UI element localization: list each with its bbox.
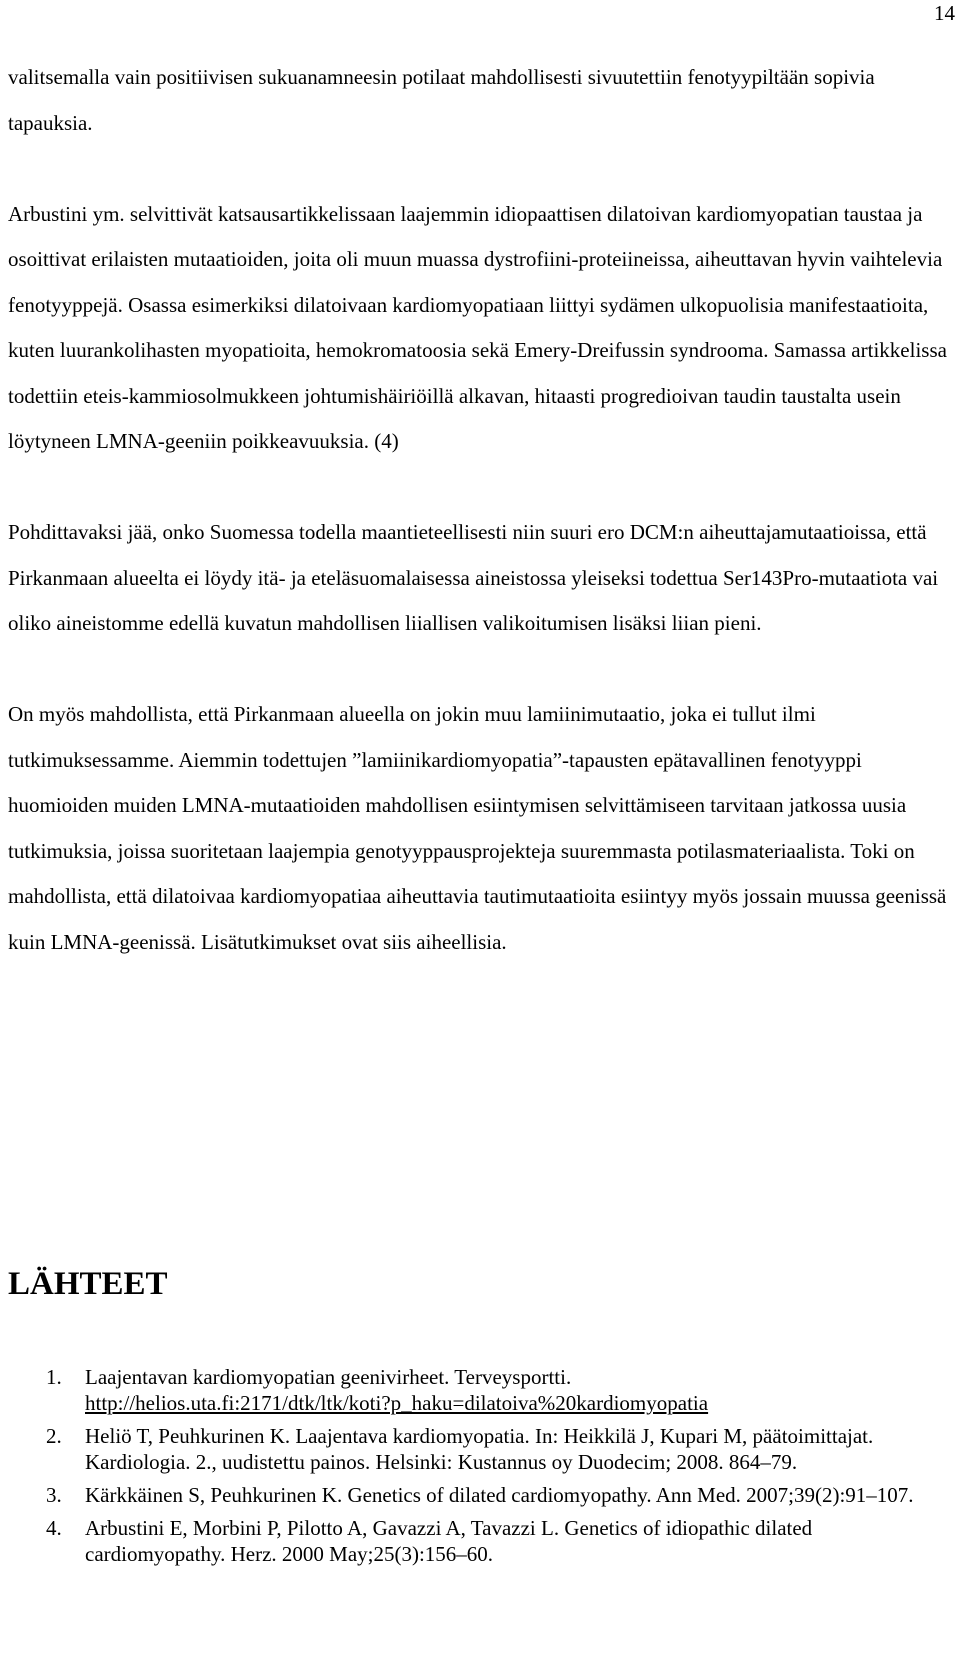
paragraph: valitsemalla vain positiivisen sukuanamneesin potilaat mahdollisesti sivuutettiin fenotyypiltään sopivia tapauksia.: [8, 65, 875, 135]
reference-text: Heliö T, Peuhkurinen K. Laajentava kardiomyopatia. In: Heikkilä J, Kupari M, päätoimittajat. Kardiologia. 2., uudistettu painos. Helsinki: Kustannus oy Duodecim; 2008. 864–79.: [85, 1424, 874, 1474]
reference-number: 2.: [46, 1424, 62, 1448]
references-heading: LÄHTEET: [8, 1266, 168, 1302]
reference-item: [8, 1423, 952, 1475]
reference-item: [8, 1515, 952, 1567]
reference-number: 3.: [46, 1483, 62, 1507]
reference-text: Kärkkäinen S, Peuhkurinen K. Genetics of dilated cardiomyopathy. Ann Med. 2007;39(2):91–107.: [85, 1483, 914, 1507]
body-text: [8, 55, 952, 1011]
reference-text: Laajentavan kardiomyopatian geenivirheet. Terveysportti.: [85, 1365, 572, 1389]
reference-text: Arbustini E, Morbini P, Pilotto A, Gavazzi A, Tavazzi L. Genetics of idiopathic dilated cardiomyopathy. Herz. 2000 May;25(3):156–60.: [85, 1516, 813, 1566]
paragraph: Arbustini ym. selvittivät katsausartikkelissaan laajemmin idiopaattisen dilatoivan kardiomyopatian taustaa ja osoittivat erilaisten mutaatioiden, joita oli muun muassa dystrofiini-proteiineissa, aiheuttavan hyvin vaihtelevia fenotyyppejä. Osassa esimerkiksi dilatoivaan kardiomyopatiaan liittyi sydämen ulkopuolisia manifestaatioita, kuten luurankolihasten myopatioita, hemokromatoosia sekä Emery-Dreifussin syndrooma. Samassa artikkelissa todettiin eteis-kammiosolmukkeen johtumishäiriöillä alkavan, hitaasti progredioivan taudin taustalta usein löytyneen LMNA-geeniin poikkeavuuksia. (4): [8, 201, 947, 453]
reference-link[interactable]: http://helios.uta.fi:2171/dtk/ltk/koti?p_haku=dilatoiva%20kardiomyopatia: [85, 1391, 709, 1415]
paragraph: Pohdittavaksi jää, onko Suomessa todella maantieteellisesti niin suuri ero DCM:n aiheuttajamutaatioissa, että Pirkanmaan alueelta ei löydy itä- ja eteläsuomalaisessa aineistossa yleiseksi todettua Ser143Pro-mutaatiota vai oliko aineistomme edellä kuvatun mahdollisen liiallisen valikoitumisen lisäksi liian pieni.: [8, 520, 939, 635]
reference-number: 1.: [46, 1365, 62, 1389]
reference-number: 4.: [46, 1516, 62, 1540]
reference-list: [8, 1364, 952, 1574]
reference-item: [8, 1482, 952, 1508]
page-number: 14: [934, 1, 955, 25]
reference-item: [8, 1364, 952, 1416]
paragraph: On myös mahdollista, että Pirkanmaan alueella on jokin muu lamiinimutaatio, joka ei tullut ilmi tutkimuksessamme. Aiemmin todettujen ”lamiinikardiomyopatia”-tapausten epätavallinen fenotyyppi huomioiden muiden LMNA-mutaatioiden mahdollisen esiintymisen selvittämiseen tarvitaan jatkossa uusia tutkimuksia, joissa suoritetaan laajempia genotyyppausprojekteja suuremmasta potilasmateriaalista. Toki on mahdollista, että dilatoivaa kardiomyopatiaa aiheuttavia tautimutaatioita esiintyy myös jossain muussa geenissä kuin LMNA-geenissä. Lisätutkimukset ovat siis aiheellisia.: [8, 702, 947, 954]
